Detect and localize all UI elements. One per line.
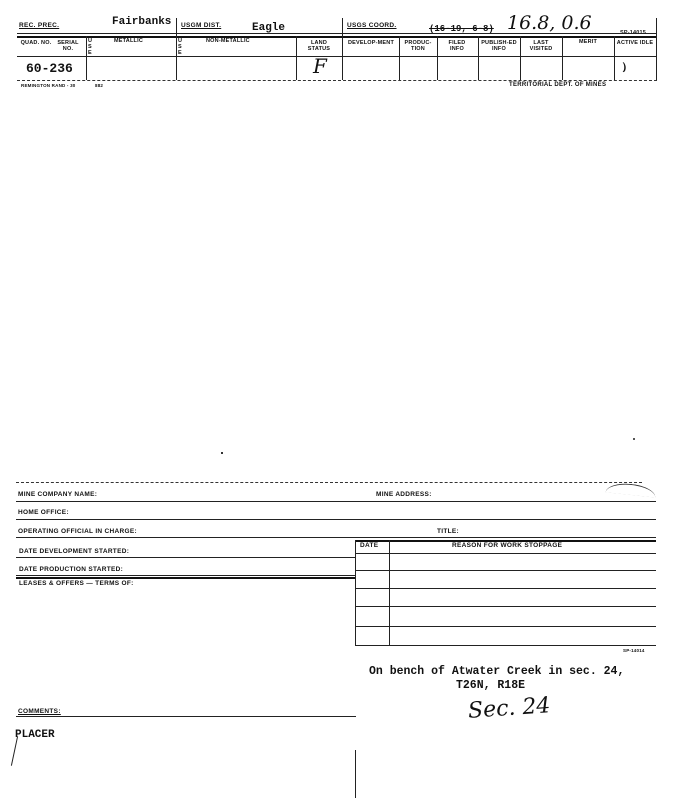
form-code-top: SP-14015	[620, 30, 647, 36]
mine-company-label: MINE COMPANY NAME:	[18, 491, 98, 498]
leases-offers-label: LEASES & OFFERS — TERMS OF:	[19, 580, 134, 587]
header-use-non-metallic: USE	[178, 38, 183, 56]
footer-territorial: TERRITORIAL DEPT. OF MINES	[509, 82, 607, 88]
header-land-status: LAND STATUS	[307, 40, 331, 52]
header-published-info: PUBLISH-ED INFO	[481, 40, 517, 52]
usgm-dist-label: USGM DIST.	[181, 22, 222, 29]
header-merit: MERIT	[578, 39, 598, 45]
stoppage-reason-header: REASON FOR WORK STOPPAGE	[452, 542, 563, 549]
operating-official-label: OPERATING OFFICIAL IN CHARGE:	[18, 528, 137, 535]
header-non-metallic: NON-METALLIC	[206, 38, 250, 44]
footer-code: 882	[95, 83, 104, 88]
date-development-label: DATE DEVELOPMENT STARTED:	[19, 548, 130, 555]
stoppage-date-header: DATE	[360, 542, 379, 549]
usgs-coord-value: 16.8, 0.6	[507, 12, 592, 34]
header-production: PRODUC-TION	[404, 40, 432, 52]
card-corner-curl	[606, 481, 657, 497]
home-office-label: HOME OFFICE:	[18, 509, 69, 516]
comments-label: COMMENTS:	[18, 708, 61, 715]
header-quad-no: QUAD. NO.	[20, 40, 52, 46]
header-active-idle: ACTIVE IDLE	[616, 40, 654, 46]
location-line-2: T26N, R18E	[456, 679, 526, 692]
land-status-value: F	[313, 54, 327, 78]
active-idle-mark: ⌣	[612, 62, 634, 75]
comments-value: PLACER	[15, 729, 55, 741]
header-development: DEVELOP-MENT	[347, 40, 395, 46]
scan-speck	[633, 438, 635, 440]
header-use-metallic: USE	[88, 38, 93, 56]
date-production-label: DATE PRODUCTION STARTED:	[19, 566, 124, 573]
header-serial-no: SERIAL NO.	[57, 40, 79, 52]
usgm-dist-value: Eagle	[252, 22, 286, 34]
title-label: TITLE:	[437, 528, 460, 535]
mine-address-label: MINE ADDRESS:	[376, 491, 432, 498]
rec-prec-value: Fairbanks	[112, 16, 172, 28]
footer-remington: REMINGTON RAND - 30	[21, 83, 76, 88]
usgs-coord-label: USGS COORD.	[347, 22, 397, 29]
header-filed-info: FILED INFO	[448, 40, 466, 52]
header-metallic: METALLIC	[114, 38, 143, 44]
form-code-bottom: SP-14014	[623, 648, 645, 653]
scan-speck	[221, 452, 223, 454]
handwritten-section-note: Sec. 24	[467, 693, 552, 724]
quad-serial-value: 60-236	[26, 61, 73, 76]
rec-prec-label: REC. PREC.	[19, 22, 60, 29]
location-line-1: On bench of Atwater Creek in sec. 24,	[369, 665, 625, 678]
usgs-coord-struck: (16-19, 6-8)	[429, 24, 494, 34]
header-last-visited: LAST VISITED	[529, 40, 553, 52]
